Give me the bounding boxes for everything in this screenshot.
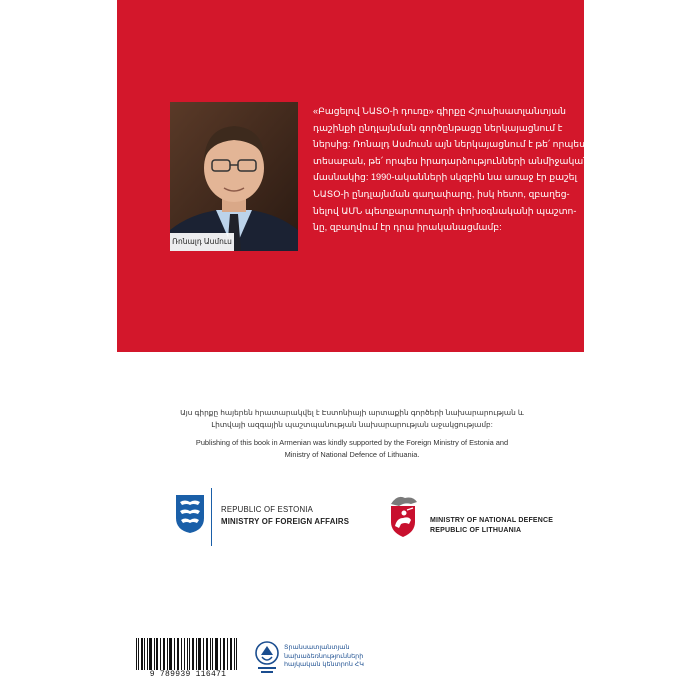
estonia-line-1: REPUBLIC OF ESTONIA	[221, 505, 314, 514]
photo-caption: Ռոնալդ Ասմուս	[170, 233, 234, 251]
book-description	[313, 103, 590, 236]
author-portrait-image	[170, 102, 298, 251]
publisher-name	[284, 644, 394, 670]
lithuania-line-2: REPUBLIC OF LITHUANIA	[430, 527, 522, 534]
publisher-line: Տրանսատլանտյան	[284, 644, 350, 651]
lithuania-coat-of-arms-icon	[383, 494, 423, 538]
description-line: ՆԱՏՕ-ի ընդլայնման գաղափարը, իսկ հետո, զբաղեց-	[313, 188, 570, 199]
publisher-line: հայկական կենտրոն ՀԿ	[284, 661, 364, 668]
description-line: նելով ԱՄՆ պետքարտուղարի փոխօգնականի պաշտո-	[313, 205, 577, 216]
red-cover-panel	[117, 0, 590, 352]
sponsor-acknowledgement	[157, 407, 547, 467]
description-line: դաշինքի ընդլայնման գործընթացը ներկայացնում է	[313, 122, 563, 133]
estonia-logo-divider	[211, 488, 212, 546]
acknowledgement-english	[157, 437, 547, 461]
publisher-logo-icon	[255, 641, 279, 677]
acknowledgement-armenian	[157, 407, 547, 431]
description-line: մասնակից: 1990-ականների սկզբին նա առաջ էր քաշել	[313, 172, 578, 183]
acknowledgement-english-line: Publishing of this book in Armenian was kindly supported by the Foreign Ministry of Estonia and	[195, 438, 509, 447]
acknowledgement-armenian-line: Լիտվայի ազգային պաշտպանության նախարարության աջակցությամբ:	[211, 420, 493, 429]
acknowledgement-english-line: Ministry of National Defence of Lithuania.	[284, 450, 420, 459]
description-line: ներսից: Ռոնալդ Ասմուսն այն ներկայացնում է թե՛ որպես	[313, 139, 585, 150]
book-back-cover	[117, 0, 590, 700]
estonia-ministry-name	[221, 504, 349, 528]
isbn-number: 9 789939 116471	[132, 670, 244, 679]
estonia-coat-of-arms-icon	[175, 494, 205, 534]
lithuania-ministry-name	[430, 516, 553, 536]
lithuania-line-1: MINISTRY OF NATIONAL DEFENCE	[430, 517, 554, 524]
publisher-line: նախաձեռնությունների	[284, 652, 364, 660]
description-line: «Բացելով ՆԱՏՕ-ի դուռը» գիրքը Հյուսիսատլանտյան	[313, 106, 566, 116]
estonia-line-2: MINISTRY OF FOREIGN AFFAIRS	[221, 517, 350, 526]
acknowledgement-armenian-line: Այս գիրքը հայերեն հրատարակվել է Էստոնիայի արտաքին գործերի նախարարության և	[180, 408, 524, 417]
description-line: տեսաբան, թե՛ որպես իրադարձությունների անմիջական	[313, 155, 590, 166]
description-line: նը, զբաղվում էր դրա իրականացմամբ:	[313, 222, 502, 233]
author-photo	[170, 102, 298, 251]
